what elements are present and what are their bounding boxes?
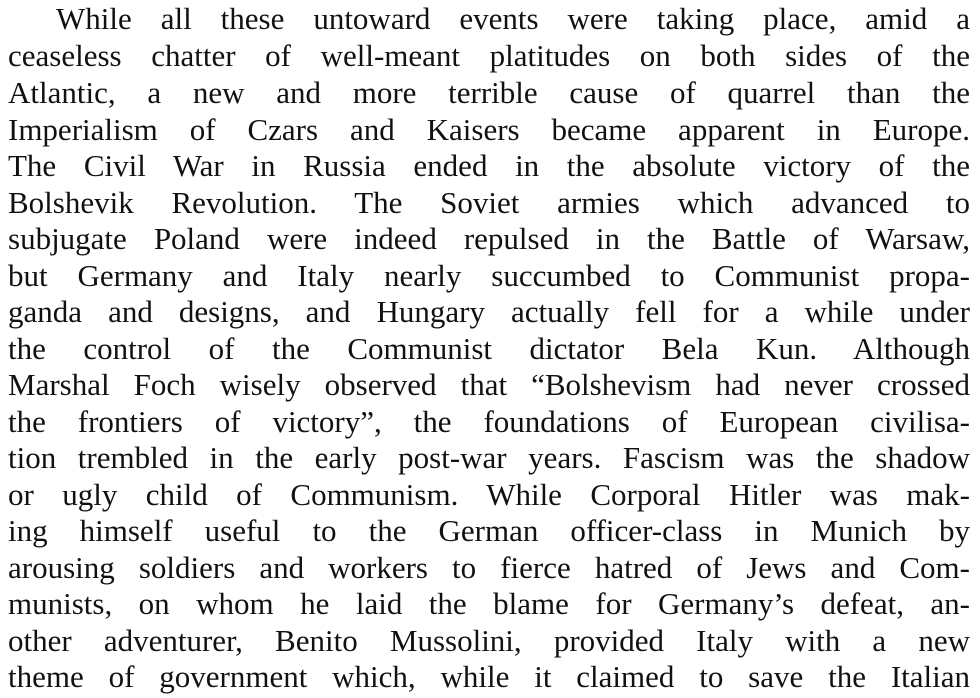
- text-line: the frontiers of victory”, the foundations of European civilisa-: [8, 404, 970, 439]
- text-line: While all these untoward events were taking place, amid a: [56, 1, 970, 36]
- text-line: the control of the Communist dictator Bela Kun. Although: [8, 331, 970, 366]
- text-line: Marshal Foch wisely observed that “Bolshevism had never crossed: [8, 367, 970, 402]
- text-line: other adventurer, Benito Mussolini, provided Italy with a new: [8, 623, 970, 658]
- text-line: Bolshevik Revolution. The Soviet armies which advanced to: [8, 185, 970, 220]
- text-line: subjugate Poland were indeed repulsed in the Battle of Warsaw,: [8, 221, 970, 256]
- text-line: Atlantic, a new and more terrible cause of quarrel than the: [8, 75, 970, 110]
- text-line: arousing soldiers and workers to fierce hatred of Jews and Com-: [8, 550, 970, 585]
- text-line: ganda and designs, and Hungary actually fell for a while under: [8, 294, 970, 329]
- text-line: tion trembled in the early post-war years. Fascism was the shadow: [8, 440, 970, 475]
- text-line: but Germany and Italy nearly succumbed to Communist propa-: [8, 258, 970, 293]
- text-line: or ugly child of Communism. While Corporal Hitler was mak-: [8, 477, 970, 512]
- text-line: ing himself useful to the German officer-class in Munich by: [8, 513, 970, 548]
- text-line: The Civil War in Russia ended in the absolute victory of the: [8, 148, 970, 183]
- text-line: Imperialism of Czars and Kaisers became apparent in Europe.: [8, 112, 970, 147]
- text-line: ceaseless chatter of well-meant platitudes on both sides of the: [8, 38, 970, 73]
- text-line: munists, on whom he laid the blame for Germany’s defeat, an-: [8, 586, 970, 621]
- text-line: theme of government which, while it claimed to save the Italian: [8, 659, 970, 694]
